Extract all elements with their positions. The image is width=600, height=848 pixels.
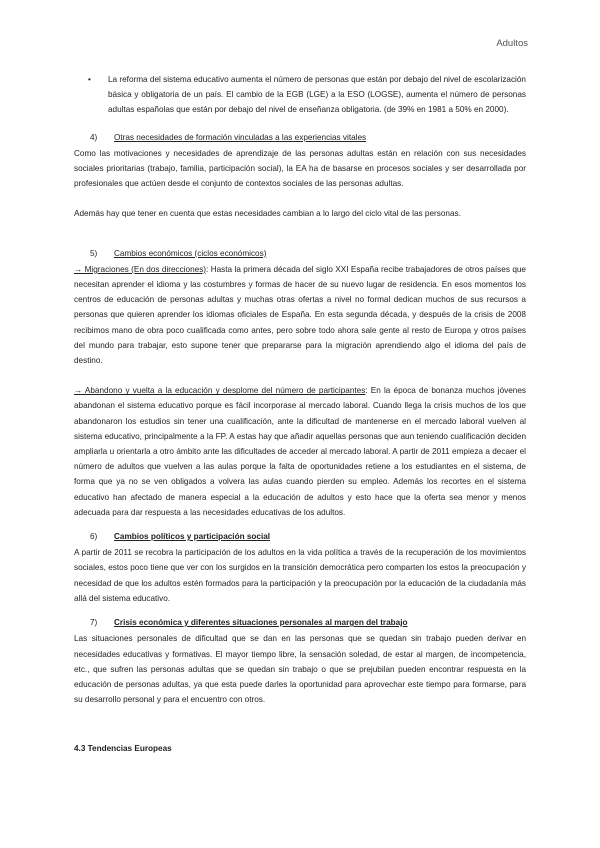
abandono-label: → Abandono y vuelta a la educación y desplome del número de participantes	[74, 386, 366, 396]
section-title: Cambios políticos y participación social	[114, 532, 271, 542]
migraciones-paragraph	[74, 262, 526, 368]
section-number: 4)	[90, 132, 98, 142]
migraciones-label: → Migraciones (En dos direcciones)	[74, 264, 207, 274]
section-number: 6)	[90, 532, 98, 542]
section-7-paragraph: Las situaciones personales de dificultad que se dan en las personas que se quedan sin trabajo pueden derivar en necesidades educativas y formativas. El mayor tiempo libre, la sensación soledad, de estar al margen, de incompetencia, etc., que sufren las personas adultas que se quedan sin trabajo o que se prejubilan pueden encontrar respuesta en la educación de personas adultas, ya que esta puede darles la oportunidad para aprovechar este tiempo para formarse, para su desarrollo personal y para el encuentro con otros.	[74, 634, 526, 705]
intro-bullet	[74, 72, 526, 118]
section-title: Otras necesidades de formación vinculadas a las experiencias vitales	[114, 132, 367, 142]
section-title: Cambios económicos (ciclos económicos)	[114, 248, 267, 258]
section-6-paragraph: A partir de 2011 se recobra la participación de los adultos en la vida política a través de la recuperación de los movimientos sociales, estos poco tiene que ver con los surgidos en la transición democrática pero comparten los estos la preocupación y necesidad de que los adultos estén formados para la participación y la preocupación por la educación de la ciudadanía más allá del sistema educativo.	[74, 548, 526, 603]
section-number: 5)	[90, 248, 98, 258]
section-7-heading	[74, 615, 526, 630]
migraciones-text: : Hasta la primera década del siglo XXI España recibe trabajadores de otros países que necesitan aprender el idioma y las costumbres y formas de hacer de su nuevo lugar de residencia. En esos momentos los centros de educación de personas adultas y muchas otras ofertas a nivel no formal dedican muchos de sus recursos a personas que quieren aprender los idiomas oficiales de España. En esta segunda década, y después de la crisis de 2008 recibimos mano de obra poco cualificada como antes, pero sobre todo ahora sale gente al resto de Europa y otros países del mundo para trabajar, esto supone tener que prepararse para la migración aprendiendo algo el idioma del país de destino.	[74, 264, 526, 366]
abandono-paragraph	[74, 383, 526, 520]
document-body	[74, 72, 526, 757]
section-title: Crisis económica y diferentes situaciones personales al margen del trabajo	[114, 618, 408, 628]
bullet-marker: •	[88, 75, 91, 84]
section-4-paragraph-1: Como las motivaciones y necesidades de aprendizaje de las personas adultas están en relación con sus necesidades sociales prioritarias (trabajo, familia, participación social), la EA ha de basarse en procesos sociales y ser desarrollada por profesionales que actúen desde el conjunto de contextos sociales de las personas adultas.	[74, 148, 526, 189]
section-6-heading	[74, 529, 526, 544]
section-number: 7)	[90, 618, 98, 628]
section-4-paragraph-2: Además hay que tener en cuenta que estas necesidades cambian a lo largo del ciclo vital de las personas.	[74, 209, 461, 219]
page-header: Adultos	[496, 38, 528, 49]
section-5-heading	[74, 246, 526, 261]
abandono-text: : En la época de bonanza muchos jóvenes abandonan el sistema educativo porque es fácil incorporase al mercado laboral. Cuando llega la crisis muchos de los que abandonaron los estudios sin tener una cualificación, ante la dificultad de mantenerse en el mercado laboral vuelven al sistema educativo, principalmente a la FP. A estas hay que añadir aquellas personas que aun teniendo cualificación deciden ampliarla u orientarla a otro ámbito ante las dificultades de acceder al mercado laboral. A partir de 2011 empieza a decaer el número de adultos que vuelven a las aulas porque la falta de oportunidades retiene a los estudiantes en el sistema, de forma que ya no se ven obligados a volvera las aulas cuando pierden su empleo. Además los recortes en el sistema educativo han afectado de manera especial a la educación de adultos y esto hace que la oferta sea menor y menos adecuada para dar respuesta a las necesidades educativas de los adultos.	[74, 386, 526, 517]
bullet-text: La reforma del sistema educativo aumenta el número de personas que están por debajo del nivel de escolarización básica y obligatoria de un país. El cambio de la EGB (LGE) a la ESO (LOGSE), aumenta el número de personas adultas españolas que están por debajo del nivel de enseñanza obligatoria. (de 39% en 1981 a 50% en 2000).	[108, 75, 526, 115]
next-section-title: 4.3 Tendencias Europeas	[74, 744, 172, 754]
section-4-heading	[74, 130, 526, 145]
